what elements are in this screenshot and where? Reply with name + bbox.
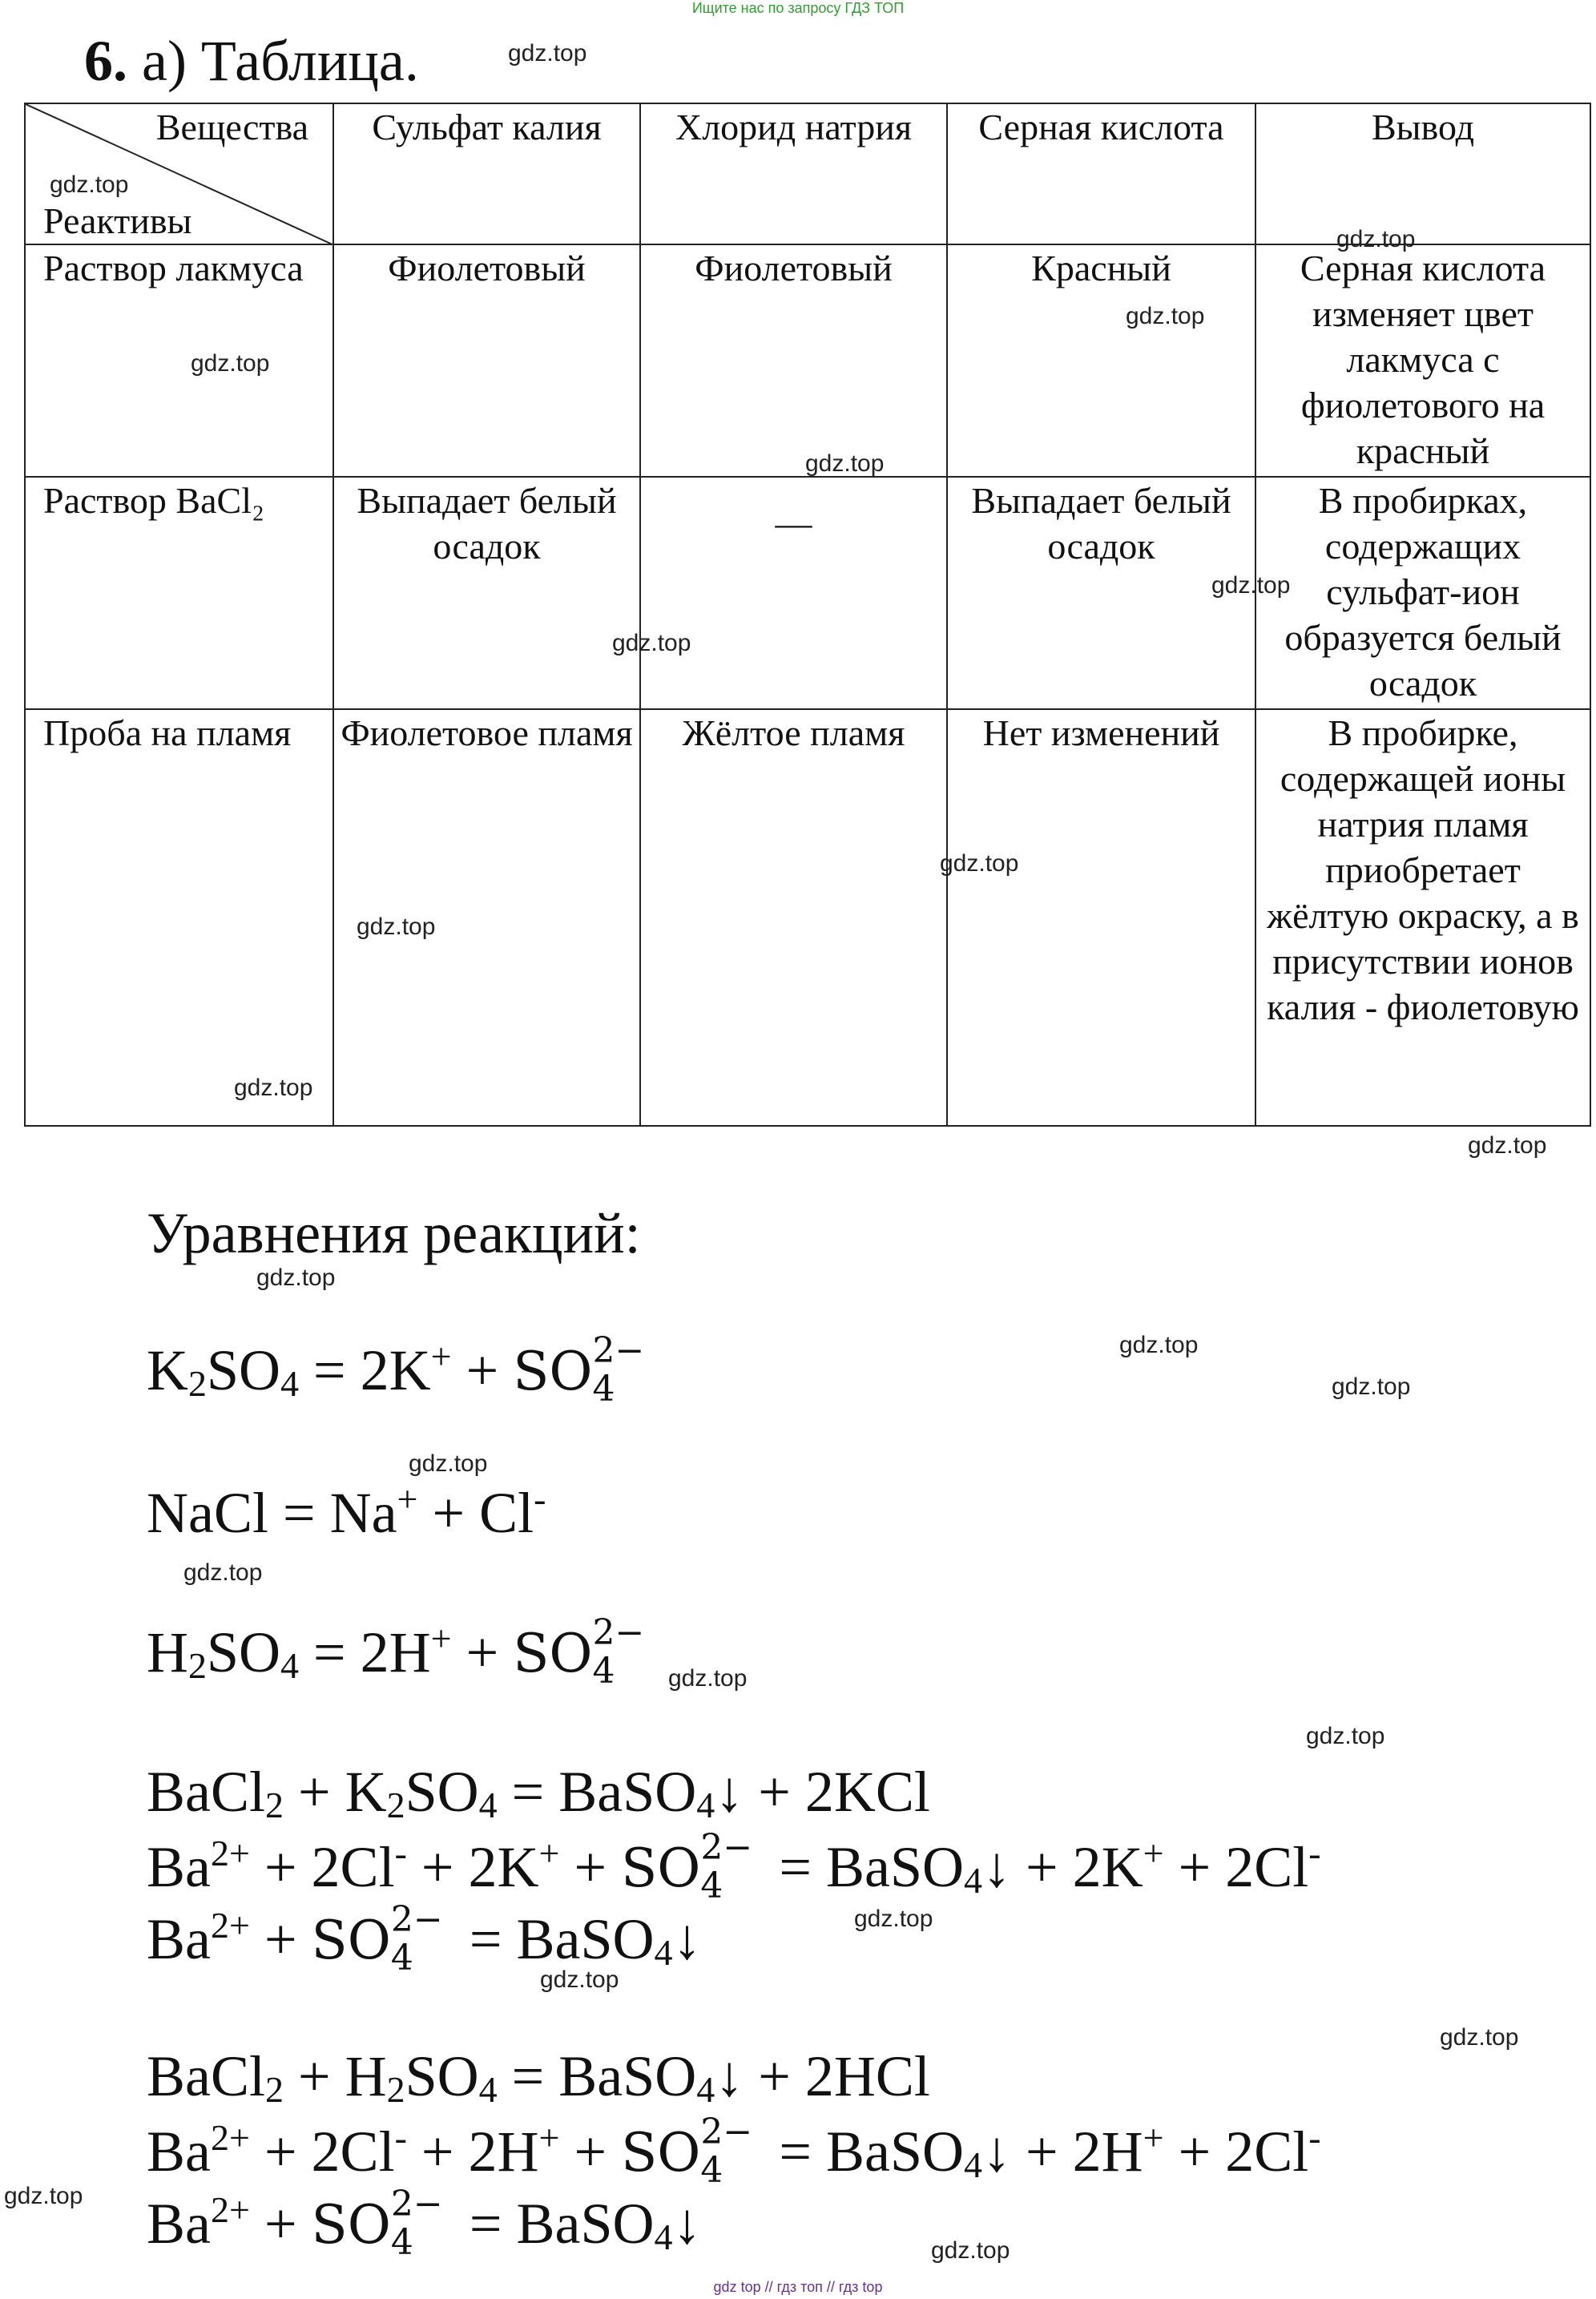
row-label: Проба на пламя xyxy=(25,709,333,1126)
sulfate-ion: SO 2− 4 xyxy=(621,1827,753,1906)
column-header: Хлорид натрия xyxy=(640,103,947,244)
dash-value: — xyxy=(775,502,812,543)
watermark: gdz.top xyxy=(1306,1723,1385,1749)
corner-label-reagents: Реактивы xyxy=(43,200,192,241)
corner-label-substances: Вещества xyxy=(155,107,308,147)
watermark: gdz.top xyxy=(234,1075,313,1101)
table-cell: В пробирке, содержащей ионы натрия пламя приобретает жёлтую окраску, а в присутствии ионов калия - фиолетовую xyxy=(1255,709,1590,1126)
table-cell: Нет изменений xyxy=(947,709,1255,1126)
results-table xyxy=(24,103,1591,1127)
row-label: Раствор BaCl₂ xyxy=(25,477,333,709)
watermark: gdz.top xyxy=(854,1906,933,1932)
row-label: Раствор лакмуса xyxy=(25,244,333,477)
table-cell: Фиолетовый xyxy=(640,244,947,477)
watermark: gdz.top xyxy=(191,350,270,377)
equations-title: Уравнения реакций: xyxy=(147,1201,641,1265)
sulfate-ion: SO 2− 4 xyxy=(513,1330,645,1410)
watermark: gdz.top xyxy=(183,1559,263,1586)
table-cell: Жёлтое пламя xyxy=(640,709,947,1126)
table-cell: Фиолетовый xyxy=(333,244,640,477)
equation: $K_2SO_4 = 2K^+$ + SO 2− 4 xyxy=(147,1338,657,1410)
page-title xyxy=(84,29,419,93)
sulfate-ion: SO 2− 4 xyxy=(311,1899,443,1978)
table-cell: Выпадает белый осадок xyxy=(333,477,640,709)
equation: BaCl$_2$ + $H_2SO_4$ = BaSO$_4$↓ + 2HCl xyxy=(147,2044,930,2110)
sulfate-ion: SO 2− 4 xyxy=(513,1612,645,1692)
watermark: gdz.top xyxy=(50,171,129,198)
table-row xyxy=(25,477,1590,709)
equation: $Ba^{2+}$ + SO 2− 4 = BaSO$_4$↓ xyxy=(147,2184,702,2263)
watermark: gdz.top xyxy=(1332,1373,1411,1400)
table-cell xyxy=(640,477,947,709)
table-cell: Фиолетовое пламя xyxy=(333,709,640,1126)
equation: NaCl = Na+ + Cl- xyxy=(147,1478,546,1545)
watermark: gdz.top xyxy=(540,1966,619,1993)
watermark: gdz.top xyxy=(931,2237,1010,2264)
top-banner[interactable]: Ищите нас по запросу ГДЗ ТОП xyxy=(691,0,905,16)
task-number: 6. xyxy=(84,29,127,93)
watermark: gdz.top xyxy=(940,850,1019,877)
sulfate-ion: SO 2− 4 xyxy=(311,2184,443,2263)
column-header: Серная кислота xyxy=(947,103,1255,244)
equation: $Ba^{2+} + 2Cl^- + 2K^+$ + SO 2− 4 = BaSO$_4$↓ + 2K+ + 2Cl- xyxy=(147,1827,1321,1906)
watermark: gdz.top xyxy=(668,1665,748,1692)
watermark: gdz.top xyxy=(1211,572,1291,599)
equation: BaCl$_2$ + $K_2SO_4$ = BaSO$_4$↓ + 2KCl xyxy=(147,1760,930,1825)
table-header-row xyxy=(25,103,1590,244)
column-header: Сульфат калия xyxy=(333,103,640,244)
table-row xyxy=(25,709,1590,1126)
watermark: gdz.top xyxy=(357,914,436,940)
column-header: Вывод xyxy=(1255,103,1590,244)
watermark: gdz.top xyxy=(256,1264,336,1291)
table-cell: Красный xyxy=(947,244,1255,477)
equation: $Ba^{2+}$ + SO 2− 4 = BaSO$_4$↓ xyxy=(147,1899,702,1978)
watermark: gdz.top xyxy=(1440,2024,1519,2051)
task-title: а) Таблица. xyxy=(142,29,419,93)
watermark: gdz.top xyxy=(1126,303,1205,329)
watermark: gdz.top xyxy=(409,1450,488,1477)
watermark: gdz.top xyxy=(1336,226,1416,252)
watermark: gdz.top xyxy=(805,450,885,477)
table-cell: В пробирках, содержащих сульфат-ион образуется белый осадок xyxy=(1255,477,1590,709)
watermark: gdz.top xyxy=(1119,1332,1199,1358)
watermark: gdz.top xyxy=(4,2183,83,2209)
watermark: gdz.top xyxy=(612,630,691,656)
sulfate-ion: SO 2− 4 xyxy=(621,2111,753,2191)
table-cell: Выпадает белый осадок xyxy=(947,477,1255,709)
watermark: gdz.top xyxy=(1468,1132,1547,1159)
bottom-banner[interactable]: gdz top // гдз топ // гдз top xyxy=(713,2279,883,2295)
table-cell: Серная кислота изменяет цвет лакмуса с фиолетового на красный xyxy=(1255,244,1590,477)
equation: $H_2SO_4 = 2H^+$ + SO 2− 4 xyxy=(147,1620,657,1692)
equation: $Ba^{2+} + 2Cl^- + 2H^+$ + SO 2− 4 = BaSO$_4$↓ + 2H+ + 2Cl- xyxy=(147,2111,1321,2191)
watermark: gdz.top xyxy=(508,40,587,67)
